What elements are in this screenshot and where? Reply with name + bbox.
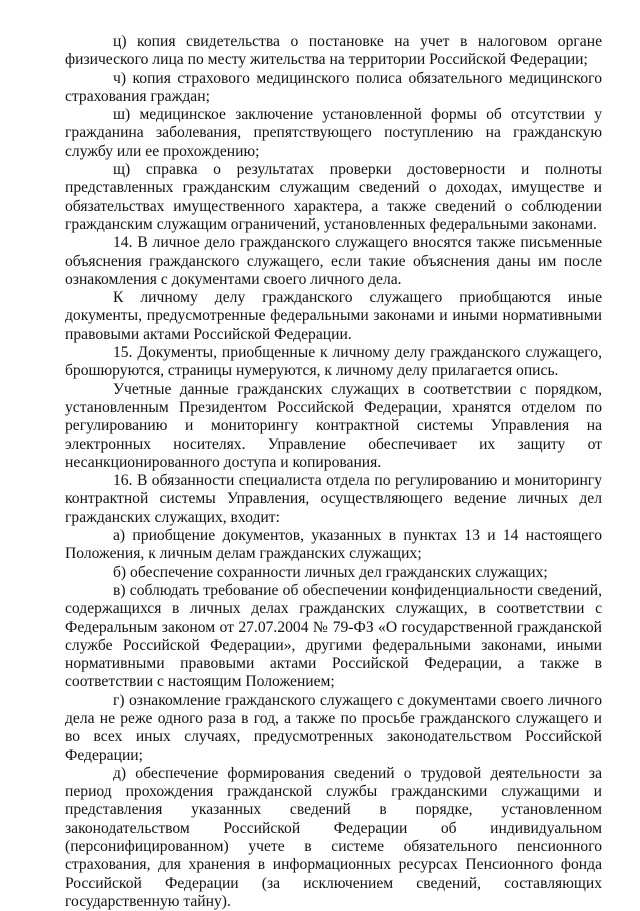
paragraph-16-a: а) приобщение документов, указанных в пунктах 13 и 14 настоящего Положения, к личным делам гражданских служащих; — [65, 527, 602, 563]
paragraph-shch: щ) справка о результатах проверки достоверности и полноты представленных гражданским служащим сведений о доходах, имуществе и обязательствах имущественного характера, а также сведений о соблюдении гражданским служащим ограничений, установленных федеральными законами. — [65, 161, 602, 233]
paragraph-14-other-documents: К личному делу гражданского служащего приобщаются иные документы, предусмотренные федеральными законами и иными нормативными правовыми актами Российской Федерации. — [65, 289, 602, 343]
paragraph-ch: ч) копия страхового медицинского полиса обязательного медицинского страхования граждан; — [65, 69, 602, 105]
paragraph-16-g: г) ознакомление гражданского служащего с документами своего личного дела не реже одного раза в год, а также по просьбе гражданского служащего и во всех иных случаях, предусмотренных законодательством Российской Федерации; — [65, 691, 602, 764]
paragraph-16-d: д) обеспечение формирования сведений о трудовой деятельности за период прохождения гражданской службы гражданскими служащими и представления указанных сведений в порядке, установленном законодательством Российской Федерации об индивидуальном (персонифицированном) учете в системе обязательного пенсионного страхования, для хранения в информационных ресурсах Пенсионного фонда Российской Федерации (за исключением сведений, составляющих государственную тайну). — [65, 764, 602, 910]
paragraph-sh: ш) медицинское заключение установленной формы об отсутствии у гражданина заболевания, препятствующего поступлению на гражданскую службу или ее прохождению; — [65, 106, 602, 160]
paragraph-15-records: Учетные данные гражданских служащих в соответствии с порядком, установленным Президентом Российской Федерации, хранятся отделом по регулированию и мониторингу контрактной системы Управления на электронных носителях. Управление обеспечивает их защиту от несанкционированного доступа и копирования. — [65, 380, 602, 471]
paragraph-16: 16. В обязанности специалиста отдела по регулированию и мониторингу контрактной системы Управления, осуществляющего ведение личных дел гражданских служащих, входит: — [65, 472, 602, 526]
paragraph-16-v: в) соблюдать требование об обеспечении конфиденциальности сведений, содержащихся в личных делах гражданских служащих, в соответствии с Федеральным законом от 27.07.2004 № 79-ФЗ «О государственной гражданской службе Российской Федерации», другими федеральными законами, иными нормативными правовыми актами Российской Федерации, а также в соответствии с настоящим Положением; — [65, 581, 602, 691]
document-page — [65, 33, 602, 911]
paragraph-14: 14. В личное дело гражданского служащего вносятся также письменные объяснения гражданского служащего, если такие объяснения даны им после ознакомления с документами своего личного дела. — [65, 234, 602, 288]
paragraph-ts: ц) копия свидетельства о постановке на учет в налоговом органе физического лица по месту жительства на территории Российской Федерации; — [65, 33, 602, 69]
paragraph-16-b: б) обеспечение сохранности личных дел гражданских служащих; — [113, 563, 548, 581]
paragraph-15: 15. Документы, приобщенные к личному делу гражданского служащего, брошюруются, страницы нумеруются, к личному делу прилагается опись. — [65, 344, 602, 380]
